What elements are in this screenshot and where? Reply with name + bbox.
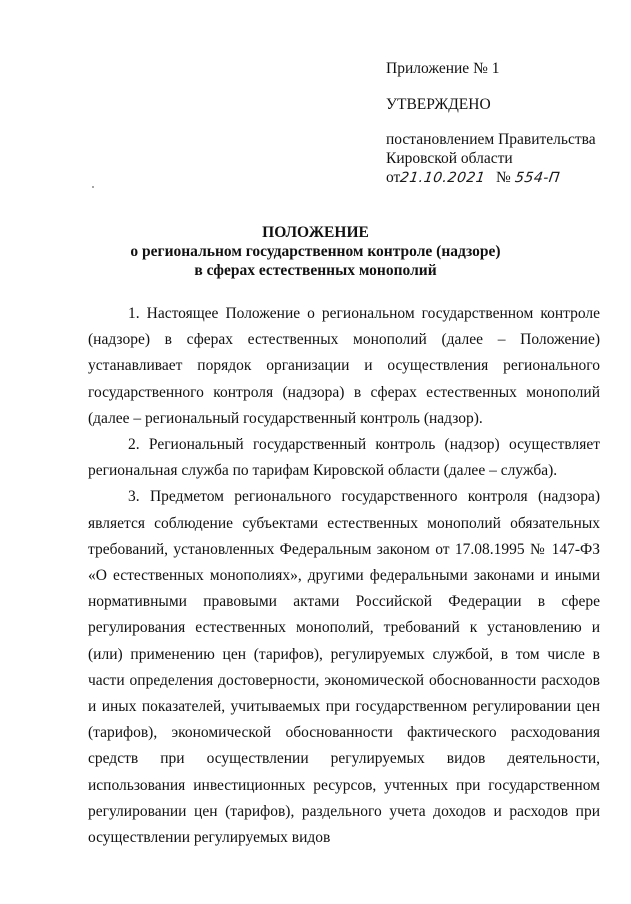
decree-number bbox=[496, 168, 559, 188]
date-prefix: от bbox=[386, 169, 401, 186]
title-subline-2: в сферах естественных монополий bbox=[194, 262, 437, 279]
paragraph-1: 1. Настоящее Положение о региональном государственном контроле (надзоре) в сферах естественных монополий (далее – Положение) устанавливает порядок организации и осуществления регионального государственного контроля (надзора) в сферах естественных монополий (далее – региональный государственный контроль (надзор). bbox=[88, 305, 600, 427]
decree-date-line bbox=[386, 168, 596, 187]
decree-line-2: Кировской области bbox=[386, 150, 513, 167]
title-subline-1: о региональном государственном контроле (надзоре) bbox=[130, 243, 501, 260]
appendix-label: Приложение № 1 bbox=[386, 60, 500, 77]
approval-stamp-text: УТВЕРЖДЕНО bbox=[386, 96, 491, 113]
title-main: ПОЛОЖЕНИЕ bbox=[262, 224, 369, 241]
decree-line-1: постановлением Правительства bbox=[386, 131, 596, 148]
paragraph-3: 3. Предметом регионального государственного контроля (надзора) является соблюдение субъектами естественных монополий обязательных требований, установленных Федеральным законом от 17.08.1995 № 147-ФЗ «О естественных монополиях», другими федеральными законами и иными нормативными правовыми актами Российской Федерации в сфере регулирования естественных монополий, требований к установлению и (или) применению цен (тарифов), регулируемых службой, в том числе в части определения достоверности, экономической обоснованности расходов и иных показателей, учитываемых при государственном регулировании цен (тарифов), экономической обоснованности фактического расходования средств при осуществлении регулируемых видов деятельности, использования инвестиционных ресурсов, учтенных при государственном регулировании цен (тарифов), раздельного учета доходов и расходов при осуществлении регулируемых видов bbox=[88, 488, 600, 847]
number-prefix: № bbox=[496, 169, 511, 186]
document-title bbox=[0, 223, 631, 280]
handwritten-date: 21.10.2021 bbox=[399, 170, 487, 186]
paragraph-2: 2. Региональный государственный контроль (надзор) осуществляет региональная служба по тарифам Кировской области (далее – служба). bbox=[88, 436, 600, 480]
scan-speck bbox=[92, 186, 94, 188]
handwritten-number: 554-П bbox=[513, 170, 561, 186]
document-body bbox=[88, 301, 600, 851]
decree-reference bbox=[386, 130, 596, 187]
